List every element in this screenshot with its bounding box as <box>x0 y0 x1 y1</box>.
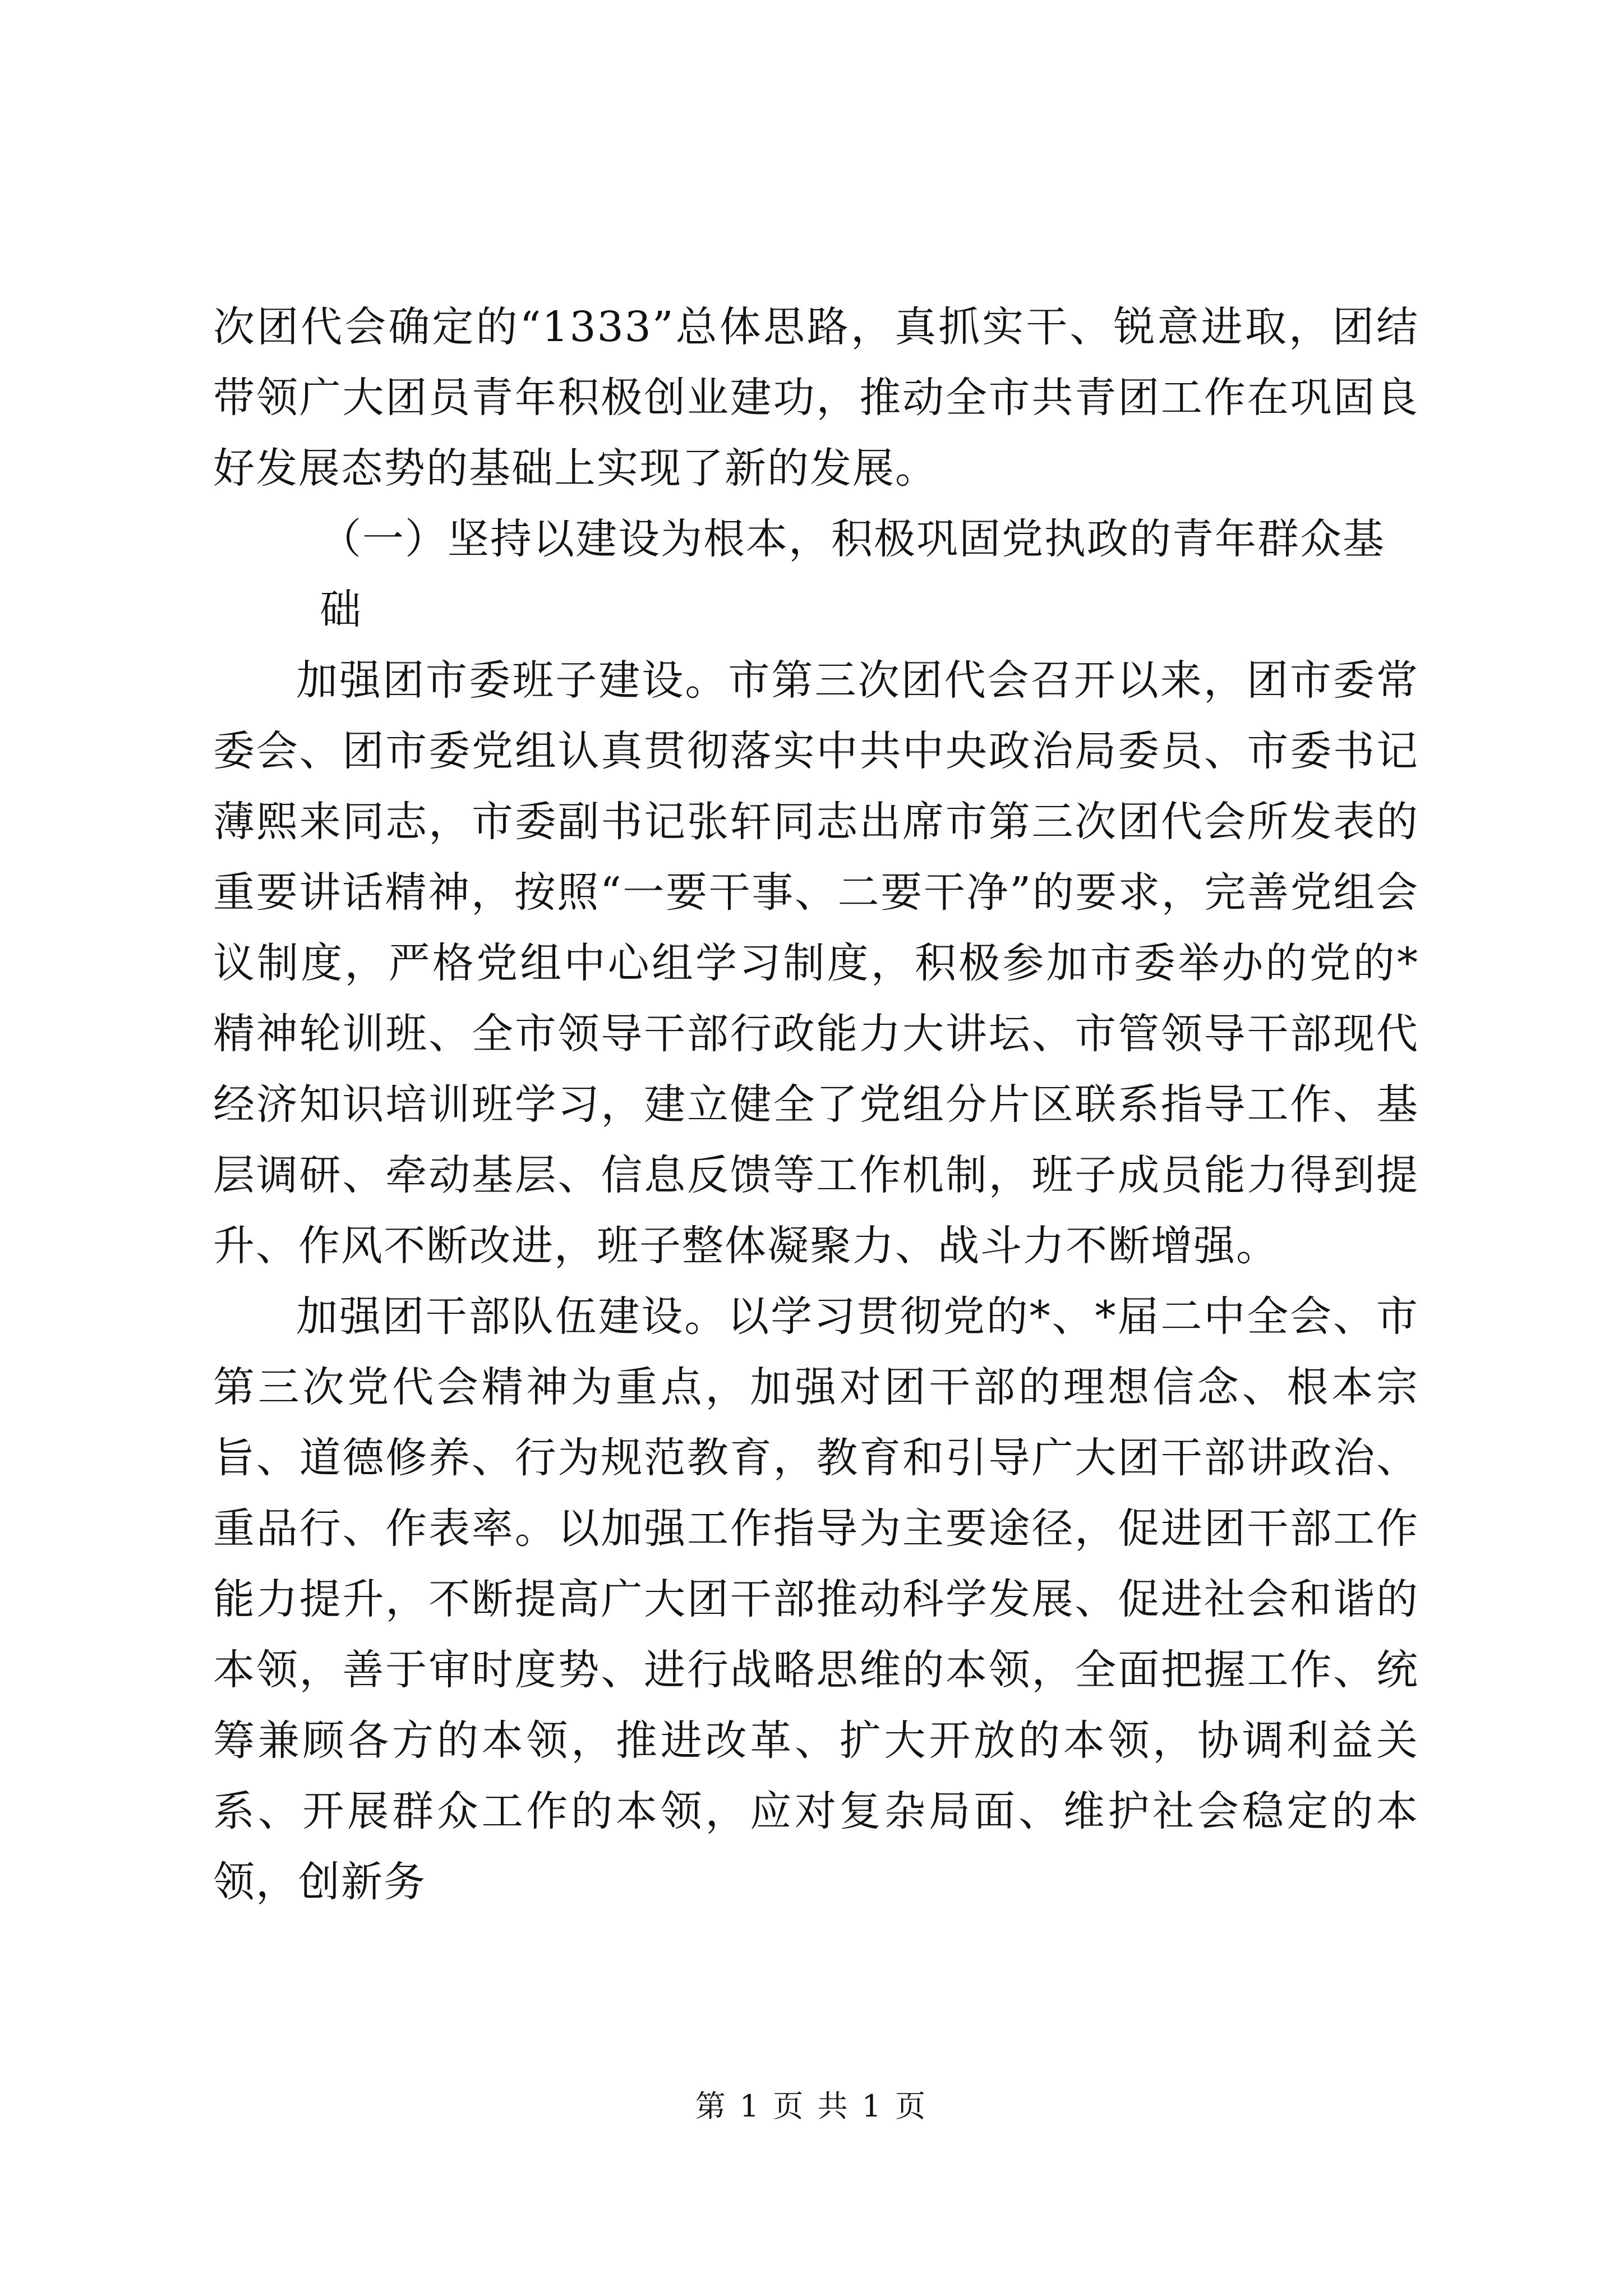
paragraph-leadership-building: 加强团市委班子建设。市第三次团代会召开以来，团市委常委会、团市委党组认真贯彻落实中共中央政治局委员、市委书记薄熙来同志，市委副书记张轩同志出席市第三次团代会所发表的重要讲话精神，按照“一要干事、二要干净”的要求，完善党组会议制度，严格党组中心组学习制度，积极参加市委举办的党的*精神轮训班、全市领导干部行政能力大讲坛、市管领导干部现代经济知识培训班学习，建立健全了党组分片区联系指导工作、基层调研、牵动基层、信息反馈等工作机制，班子成员能力得到提升、作风不断改进，班子整体凝聚力、战斗力不断增强。 <box>213 656 1419 1270</box>
section-heading: （一）坚持以建设为根本，积极巩固党执政的青年群众基础 <box>320 515 1385 634</box>
paragraph-continuation: 次团代会确定的“1333”总体思路，真抓实干、锐意进取，团结带领广大团员青年积极创业建功，推动全市共青团工作在巩固良好发展态势的基础上实现了新的发展。 <box>213 303 1419 493</box>
document-body <box>213 292 1419 1917</box>
paragraph-cadre-building: 加强团干部队伍建设。以学习贯彻党的*、*届二中全会、市第三次党代会精神为重点，加强对团干部的理想信念、根本宗旨、道德修养、行为规范教育，教育和引导广大团干部讲政治、重品行、作表率。以加强工作指导为主要途径，促进团干部工作能力提升，不断提高广大团干部推动科学发展、促进社会和谐的本领，善于审时度势、进行战略思维的本领，全面把握工作、统筹兼顾各方的本领，推进改革、扩大开放的本领，协调利益关系、开展群众工作的本领，应对复杂局面、维护社会稳定的本领，创新务 <box>213 1292 1419 1906</box>
page-footer: 第 1 页 共 1 页 <box>695 2088 928 2124</box>
